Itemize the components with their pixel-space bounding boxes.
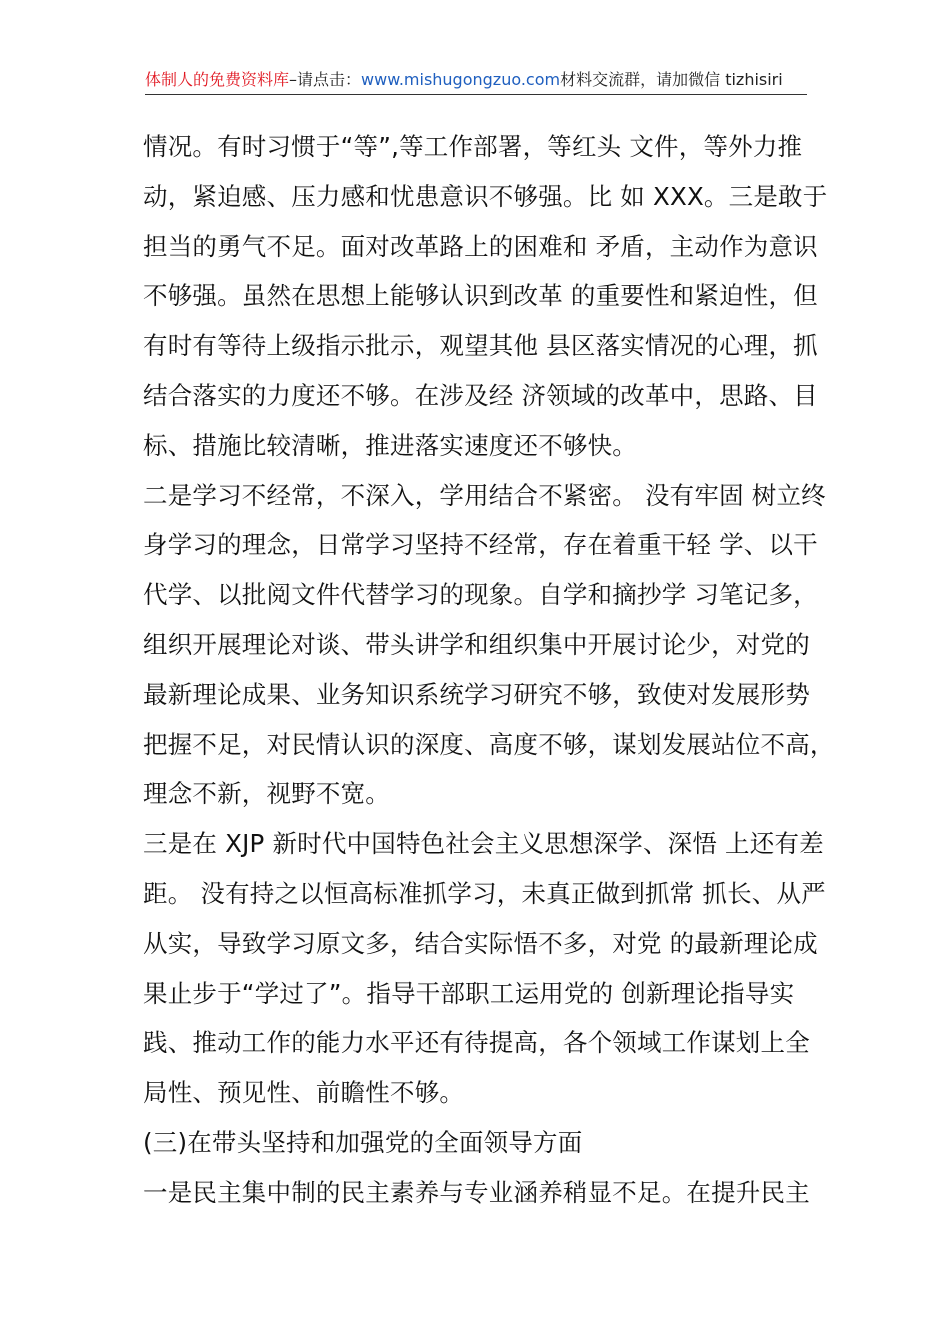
header-click-prompt: –请点击： (289, 70, 362, 89)
header-contact-text: 材料交流群，请加微信 tizhisiri (560, 70, 783, 89)
text-line: 果止步于“学过了”。指导干部职工运用党的 创新理论指导实 (143, 978, 795, 1008)
text-line: 结合落实的力度还不够。在涉及经 济领域的改革中，思路、目 (143, 380, 818, 410)
page-header (145, 68, 807, 95)
text-line: 身学习的理念，日常学习坚持不经常，存在着重干轻 学、以干 (143, 530, 818, 560)
text-line: 把握不足，对民情认识的深度、高度不够，谋划发展站位不高， (143, 729, 835, 759)
text-line: 理念不新，视野不宽。 (143, 779, 390, 809)
text-line: 动，紧迫感、压力感和忧患意识不够强。比 如 XXX。三是敢于 (143, 181, 828, 211)
text-line: 不够强。虽然在思想上能够认识到改革 的重要性和紧迫性，但 (143, 281, 818, 311)
document-body (143, 126, 835, 1222)
text-line: 标、措施比较清晰，推进落实速度还不够快。 (143, 430, 637, 460)
text-line: 践、推动工作的能力水平还有待提高，各个领域工作谋划上全 (143, 1028, 810, 1058)
text-line: 最新理论成果、业务知识系统学习研究不够，致使对发展形势 (143, 679, 810, 709)
text-line: 距。 没有持之以恒高标准抓学习，未真正做到抓常 抓长、从严 (143, 878, 826, 908)
text-line: 组织开展理论对谈、带头讲学和组织集中开展讨论少，对党的 (143, 629, 810, 659)
header-brand-text: 体制人的免费资料库 (145, 70, 290, 89)
header-website-link[interactable]: www.mishugongzuo.com (361, 70, 561, 89)
text-line: 一是民主集中制的民主素养与专业涵养稍显不足。在提升民主 (143, 1177, 810, 1207)
text-line: 局性、预见性、前瞻性不够。 (143, 1078, 465, 1108)
text-line: 担当的勇气不足。面对改革路上的困难和 矛盾，主动作为意识 (143, 231, 818, 261)
text-line: 从实，导致学习原文多，结合实际悟不多，对党 的最新理论成 (143, 928, 818, 958)
section-heading: (三)在带头坚持和加强党的全面领导方面 (143, 1127, 583, 1157)
text-line: 有时有等待上级指示批示，观望其他 县区落实情况的心理，抓 (143, 331, 818, 361)
text-line: 代学、以批阅文件代替学习的现象。自学和摘抄学 习笔记多， (143, 580, 818, 610)
text-line: 情况。有时习惯于“等”,等工作部署，等红头 文件，等外力推 (143, 132, 803, 161)
text-line: 二是学习不经常，不深入，学用结合不紧密。 没有牢固 树立终 (143, 480, 826, 510)
text-line: 三是在 XJP 新时代中国特色社会主义思想深学、深悟 上还有差 (143, 829, 824, 859)
